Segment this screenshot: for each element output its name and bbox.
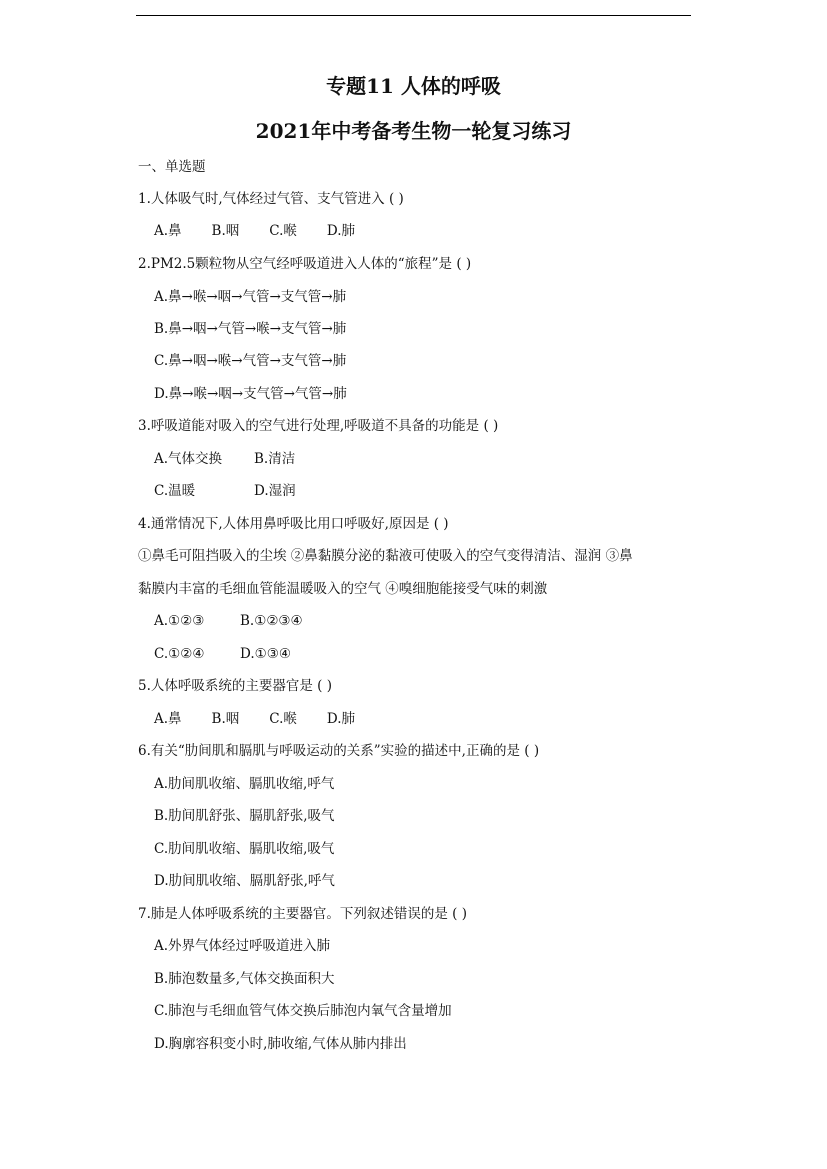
option-a: A.鼻 <box>154 711 182 727</box>
option-b: B.①②③④ <box>240 613 303 629</box>
option-a: A.①②③ <box>154 613 205 629</box>
question-6-option-d: D.肋间肌收缩、膈肌舒张,呼气 <box>154 873 335 889</box>
question-6-option-c: C.肋间肌收缩、膈肌收缩,吸气 <box>154 841 335 857</box>
header-rule <box>136 15 691 16</box>
option-d: D.肺 <box>326 711 356 727</box>
question-2-stem: 2.PM2.5颗粒物从空气经呼吸道进入人体的“旅程”是 ( ) <box>138 256 472 272</box>
question-7-option-b: B.肺泡数量多,气体交换面积大 <box>154 971 335 987</box>
question-4-options-row1 <box>154 611 303 631</box>
question-3-options-row2 <box>154 481 296 501</box>
question-7-option-d: D.胸廓容积变小时,肺收缩,气体从肺内排出 <box>154 1036 407 1052</box>
option-c: C.喉 <box>269 223 297 239</box>
question-4-detail-line1: ①鼻毛可阻挡吸入的尘埃 ②鼻黏膜分泌的黏液可使吸入的空气变得清洁、湿润 ③鼻 <box>138 548 633 564</box>
question-4-detail-line2: 黏膜内丰富的毛细血管能温暖吸入的空气 ④嗅细胞能接受气味的刺激 <box>138 581 548 597</box>
option-c: C.喉 <box>269 711 297 727</box>
question-2-option-a: A.鼻→喉→咽→气管→支气管→肺 <box>154 289 347 305</box>
document-title: 专题11 人体的呼吸 <box>326 74 501 98</box>
option-d: D.湿润 <box>254 483 296 499</box>
question-6-option-a: A.肋间肌收缩、膈肌收缩,呼气 <box>154 776 335 792</box>
question-3-stem: 3.呼吸道能对吸入的空气进行处理,呼吸道不具备的功能是 ( ) <box>138 418 499 434</box>
option-b: B.咽 <box>211 223 240 239</box>
option-d: D.①③④ <box>240 646 291 662</box>
option-c: C.温暖 <box>154 483 196 499</box>
section-heading: 一、单选题 <box>138 159 206 175</box>
question-6-stem: 6.有关“肋间肌和膈肌与呼吸运动的关系”实验的描述中,正确的是 ( ) <box>138 743 540 759</box>
question-1-stem: 1.人体吸气时,气体经过气管、支气管进入 ( ) <box>138 191 404 207</box>
option-c: C.①②④ <box>154 646 205 662</box>
option-b: B.咽 <box>211 711 240 727</box>
question-7-option-c: C.肺泡与毛细血管气体交换后肺泡内氧气含量增加 <box>154 1003 452 1019</box>
question-2-option-b: B.鼻→咽→气管→喉→支气管→肺 <box>154 321 347 337</box>
document-subtitle: 2021年中考备考生物一轮复习练习 <box>255 119 572 143</box>
question-5-stem: 5.人体呼吸系统的主要器官是 ( ) <box>138 678 332 694</box>
question-6-option-b: B.肋间肌舒张、膈肌舒张,吸气 <box>154 808 335 824</box>
option-a: A.气体交换 <box>154 451 223 467</box>
option-b: B.清洁 <box>254 451 296 467</box>
question-2-option-d: D.鼻→喉→咽→支气管→气管→肺 <box>154 386 347 402</box>
option-a: A.鼻 <box>154 223 182 239</box>
option-d: D.肺 <box>326 223 356 239</box>
question-3-options-row1 <box>154 449 295 469</box>
question-2-option-c: C.鼻→咽→喉→气管→支气管→肺 <box>154 353 347 369</box>
question-4-options-row2 <box>154 644 291 664</box>
question-1-options <box>154 221 355 241</box>
question-5-options <box>154 709 355 729</box>
question-7-option-a: A.外界气体经过呼吸道进入肺 <box>154 938 331 954</box>
question-7-stem: 7.肺是人体呼吸系统的主要器官。下列叙述错误的是 ( ) <box>138 906 467 922</box>
question-4-stem: 4.通常情况下,人体用鼻呼吸比用口呼吸好,原因是 ( ) <box>138 516 449 532</box>
